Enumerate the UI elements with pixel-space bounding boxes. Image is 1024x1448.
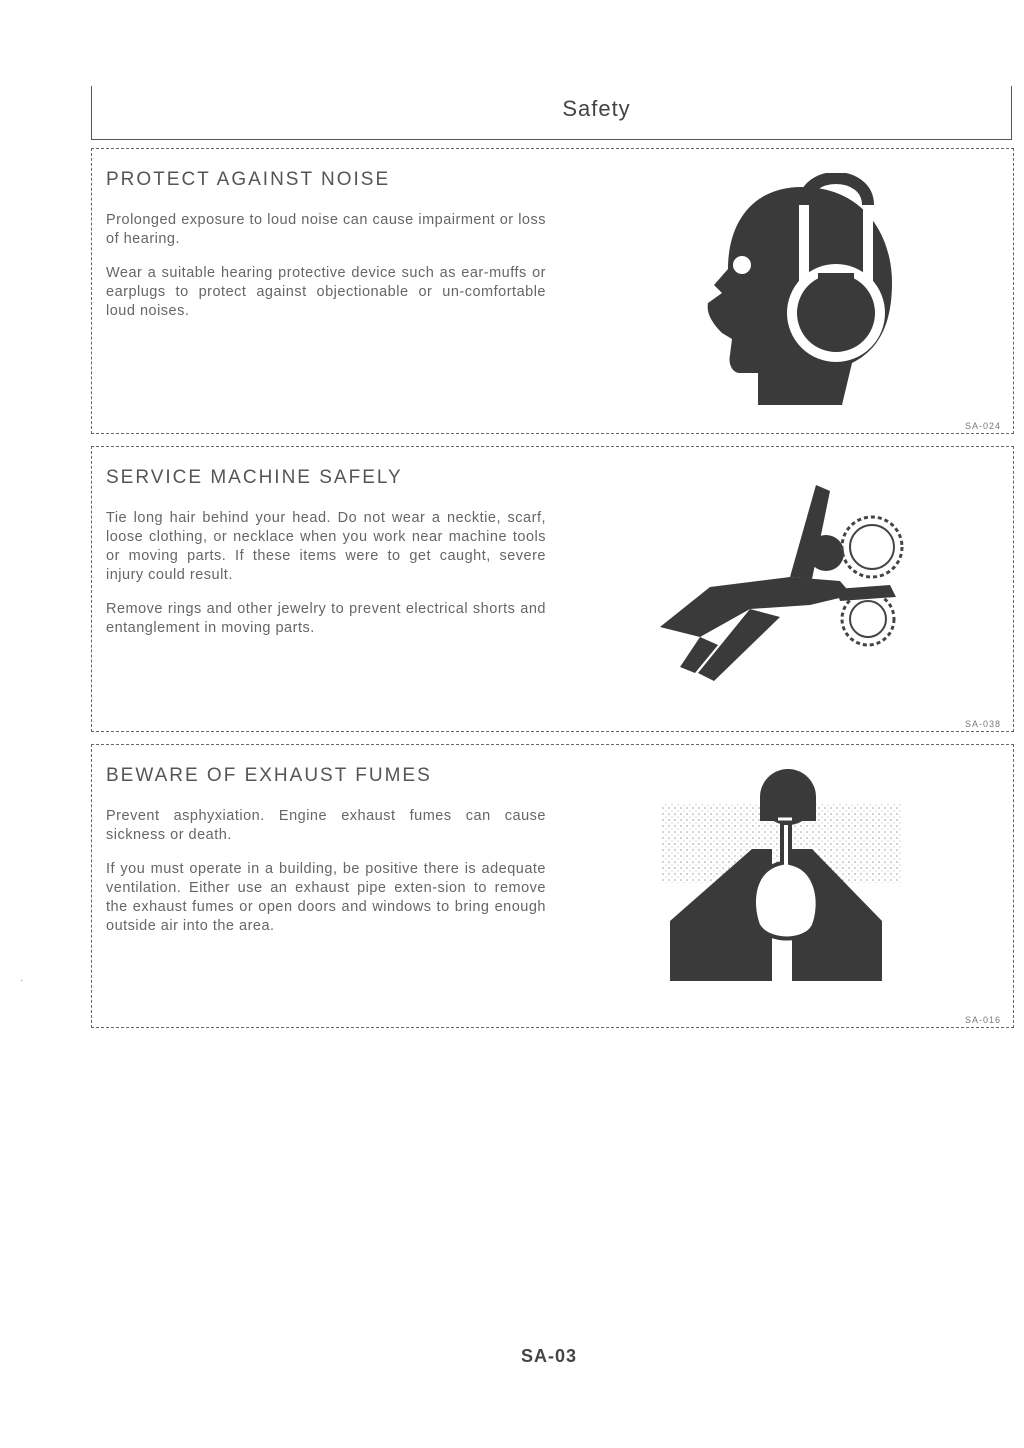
figure-code: SA-038 xyxy=(964,719,1001,729)
section-body xyxy=(106,807,546,951)
paragraph: Prolonged exposure to loud noise can cause impairment or loss of hearing. xyxy=(106,212,546,247)
scan-speck: · xyxy=(20,975,24,986)
exhaust-fumes-icon xyxy=(662,753,942,983)
section-title: BEWARE OF EXHAUST FUMES xyxy=(106,765,432,786)
section-title: PROTECT AGAINST NOISE xyxy=(106,169,391,190)
section-body xyxy=(106,211,546,336)
section-title: SERVICE MACHINE SAFELY xyxy=(106,467,403,488)
figure-code: SA-024 xyxy=(964,421,1001,431)
section-body xyxy=(106,509,546,653)
paragraph: Prevent asphyxiation. Engine exhaust fumes can cause sickness or death. xyxy=(106,808,546,843)
hearing-protection-icon xyxy=(692,173,922,413)
figure-code: SA-016 xyxy=(964,1015,1001,1025)
section-beware-of-exhaust-fumes xyxy=(91,744,1014,1028)
paragraph: Tie long hair behind your head. Do not wear a necktie, scarf, loose clothing, or necklace when you work near machine tools or moving parts. If these items were to get caught, severe injury could result. xyxy=(106,510,546,583)
entanglement-hazard-icon xyxy=(640,477,940,697)
page-number: SA-03 xyxy=(520,1346,578,1366)
page-title: Safety xyxy=(562,96,631,121)
page-header xyxy=(91,86,1012,140)
section-service-machine-safely xyxy=(91,446,1014,732)
paragraph: Remove rings and other jewelry to prevent electrical shorts and entanglement in moving parts. xyxy=(106,601,546,636)
paragraph: If you must operate in a building, be positive there is adequate ventilation. Either use an exhaust pipe exten-sion to remove the exhaust fumes or open doors and windows to bring enough outside air into the area. xyxy=(106,861,546,934)
section-protect-against-noise xyxy=(91,148,1014,434)
paragraph: Wear a suitable hearing protective device such as ear-muffs or earplugs to protect against objectionable or un-comfortable loud noises. xyxy=(106,265,546,319)
